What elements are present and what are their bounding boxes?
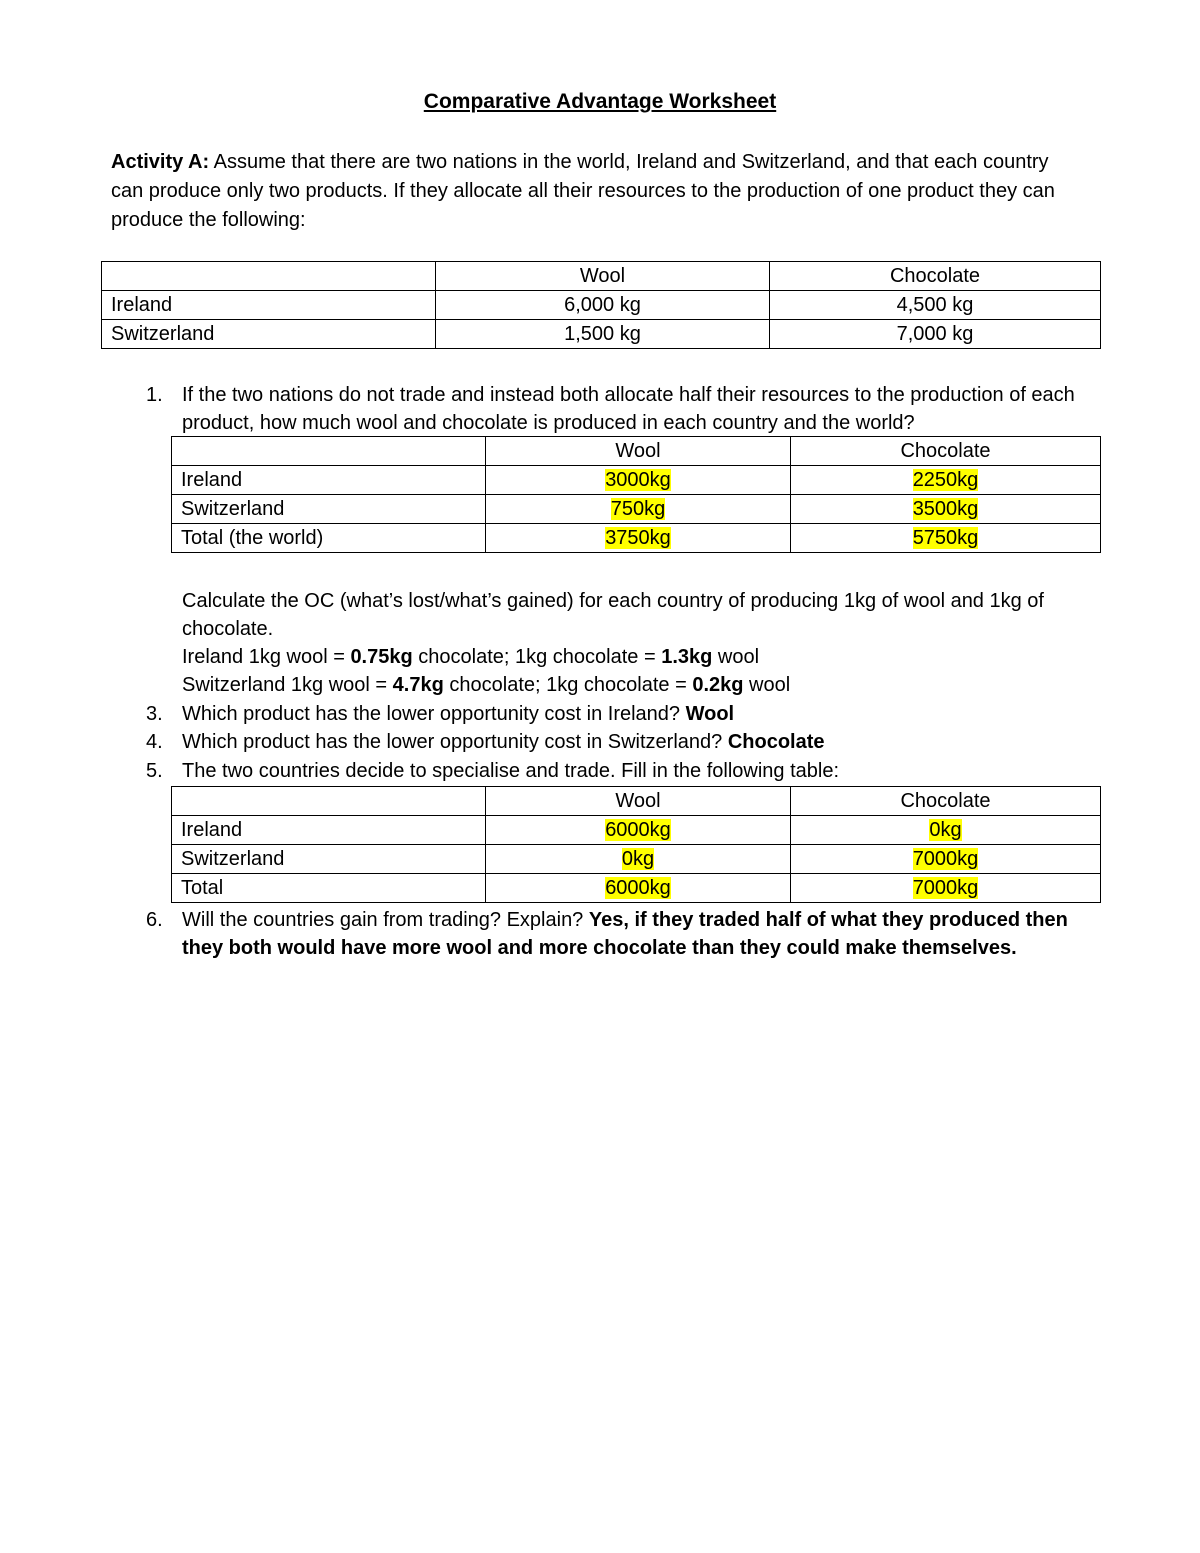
activity-label: Activity A:	[111, 151, 210, 173]
switzerland-oc-answer: Switzerland 1kg wool = 4.7kg chocolate; 1kg chocolate = 0.2kg wool	[182, 674, 791, 696]
answer-highlight: 0kg	[621, 848, 655, 870]
table-cell: 4,500 kg	[770, 291, 1101, 320]
table-cell: Total	[172, 874, 486, 903]
answer-highlight: 3000kg	[605, 469, 671, 491]
table-cell	[486, 495, 791, 524]
table-header-row	[172, 437, 1101, 466]
table-cell: Ireland	[102, 291, 436, 320]
answer-highlight: 7000kg	[912, 848, 979, 870]
table-row	[172, 466, 1101, 495]
question-2	[182, 587, 1082, 699]
table-row	[172, 495, 1101, 524]
table-cell: Ireland	[172, 816, 486, 845]
ireland-oc-answer: Ireland 1kg wool = 0.75kg chocolate; 1kg chocolate = 1.3kg wool	[182, 646, 760, 668]
table-row	[102, 291, 1101, 320]
table-header-cell: Chocolate	[791, 787, 1101, 816]
question-4	[146, 728, 1086, 756]
table-cell	[791, 874, 1101, 903]
page-title: Comparative Advantage Worksheet	[423, 90, 777, 113]
table-header-row	[172, 787, 1101, 816]
answer-highlight: 3750kg	[605, 527, 671, 549]
intro-paragraph	[111, 148, 1081, 235]
table-cell: Total (the world)	[172, 524, 486, 553]
table-row	[172, 874, 1101, 903]
table-cell: 6,000 kg	[436, 291, 770, 320]
table-cell	[486, 524, 791, 553]
table-cell: Ireland	[172, 466, 486, 495]
production-table	[101, 261, 1101, 349]
answer-highlight: 6000kg	[605, 819, 671, 841]
question-text: Will the countries gain from trading? Explain?	[182, 909, 589, 931]
table-cell	[791, 845, 1101, 874]
table-row	[172, 524, 1101, 553]
question-text: Which product has the lower opportunity cost in Ireland?	[182, 703, 686, 725]
table-cell	[791, 495, 1101, 524]
question-text: Which product has the lower opportunity cost in Switzerland?	[182, 731, 728, 753]
answer-highlight: 6000kg	[605, 877, 671, 899]
answer-highlight: 2250kg	[912, 469, 979, 491]
question-text: Calculate the OC (what’s lost/what’s gained) for each country of producing 1kg of wool and 1kg of chocolate.	[182, 590, 1044, 640]
question-text: If the two nations do not trade and instead both allocate half their resources to the production of each product, how much wool and chocolate is produced in each country and the world?	[182, 384, 1075, 434]
answer-highlight: 750kg	[610, 498, 666, 520]
question-text: The two countries decide to specialise and trade. Fill in the following table:	[182, 760, 840, 782]
table-row	[172, 816, 1101, 845]
question-number: 6.	[146, 909, 163, 931]
table-cell	[486, 845, 791, 874]
table-header-cell	[102, 262, 436, 291]
table-cell	[486, 816, 791, 845]
table-header-cell: Chocolate	[770, 262, 1101, 291]
intro-text: Assume that there are two nations in the world, Ireland and Switzerland, and that each country can produce only two products. If they allocate all their resources to the production of one product they can produce the following:	[111, 151, 1055, 231]
table-header-cell: Wool	[436, 262, 770, 291]
question-number: 1.	[146, 384, 163, 406]
table-header-cell: Wool	[486, 787, 791, 816]
table-cell: 1,500 kg	[436, 320, 770, 349]
answer-highlight: 0kg	[929, 819, 962, 841]
table-cell: Switzerland	[102, 320, 436, 349]
answer-highlight: 7000kg	[912, 877, 979, 899]
table-header-cell: Chocolate	[791, 437, 1101, 466]
table-cell	[791, 466, 1101, 495]
no-trade-table	[171, 436, 1101, 553]
table-cell	[791, 816, 1101, 845]
table-row	[172, 845, 1101, 874]
table-header-cell: Wool	[486, 437, 791, 466]
answer-text: Wool	[685, 703, 735, 725]
trade-table	[171, 786, 1101, 903]
table-cell: 7,000 kg	[770, 320, 1101, 349]
question-number: 3.	[146, 703, 163, 725]
question-number: 4.	[146, 731, 163, 753]
table-header-cell	[172, 437, 486, 466]
table-row	[102, 320, 1101, 349]
table-cell	[486, 874, 791, 903]
answer-text: Yes, if they traded half of what they produced then they both would have more wool and more chocolate than they could make themselves.	[182, 909, 1068, 959]
answer-highlight: 3500kg	[912, 498, 979, 520]
question-number: 5.	[146, 760, 163, 782]
question-3	[146, 700, 1086, 728]
question-6	[146, 906, 1086, 996]
question-5	[146, 757, 1086, 785]
table-header-cell	[172, 787, 486, 816]
table-cell: Switzerland	[172, 495, 486, 524]
table-cell	[486, 466, 791, 495]
answer-text: Chocolate	[727, 731, 825, 753]
table-header-row	[102, 262, 1101, 291]
table-cell	[791, 524, 1101, 553]
table-cell: Switzerland	[172, 845, 486, 874]
question-1	[146, 381, 1086, 437]
answer-highlight: 5750kg	[912, 527, 979, 549]
